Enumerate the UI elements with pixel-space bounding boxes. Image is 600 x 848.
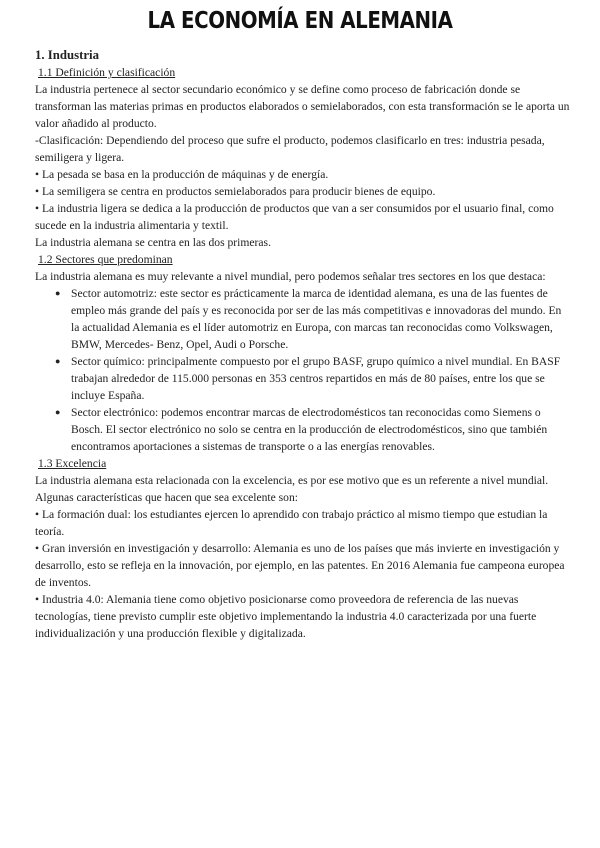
- classification-paragraph: -Clasificación: Dependiendo del proceso que sufre el producto, podemos clasificarlo en tres: industria pesada, semiligera y ligera.: [35, 134, 545, 164]
- classification-item: • La semiligera se centra en productos semielaborados para producir bienes de equipo.: [35, 185, 436, 198]
- excelencia-item: • La formación dual: los estudiantes ejercen lo aprendido con trabajo práctico al mismo tiempo que estudian la teoría.: [35, 508, 548, 538]
- subsection-heading-definicion: 1.1 Definición y clasificación: [38, 66, 176, 79]
- sector-item-quimico: ● Sector químico: principalmente compuesto por el grupo BASF, grupo químico a nivel mundial. En BASF trabajan alrededor de 115.000 personas en 353 centros repartidos en más de 80 países, entre los que se incluye España.: [55, 353, 570, 404]
- excelencia-item: • Industria 4.0: Alemania tiene como objetivo posicionarse como proveedora de referencia de las nuevas tecnologías, tiene previsto cumplir este objetivo implementando la industria 4.0 caracterizada por una fuerte individualización y una producción flexible y digitalizada.: [35, 593, 537, 640]
- sectors-list: [35, 285, 570, 455]
- excelencia-item: • Gran inversión en investigación y desarrollo: Alemania es uno de los países que más invierte en investigación y desarrollo, esto se refleja en la innovación, por ejemplo, en las patentes. En 2016 Alemania fue campeona europea de inventos.: [35, 542, 565, 589]
- section-heading-industria: 1. Industria: [35, 48, 100, 62]
- sector-item-electronico: ● Sector electrónico: podemos encontrar marcas de electrodomésticos tan reconocidas como Siemens o Bosch. El sector electrónico no solo se centra en la producción de electrodomésticos, sino que también encontramos aportaciones a sistemas de transporte o a las energías renovables.: [55, 404, 570, 455]
- classification-item: • La industria ligera se dedica a la producción de productos que van a ser consumidos por el usuario final, como sucede en la industria alimentaria y textil.: [35, 202, 554, 232]
- definition-paragraph: La industria pertenece al sector secundario económico y se define como proceso de fabricación donde se transforman las materias primas en productos elaborados o semielaborados, con esta transformación se le aporta un valor añadido al producto.: [35, 83, 570, 130]
- sectores-intro: La industria alemana es muy relevante a nivel mundial, pero podemos señalar tres sectores en los que destaca:: [35, 270, 546, 283]
- sector-item-automotriz: ● Sector automotriz: este sector es prácticamente la marca de identidad alemana, es una de las fuentes de empleo más grande del país y es reconocida por ser de las más competitivas e innovadoras del mundo. En la actualidad Alemania es el líder automotriz en Europa, con marcas tan reconocidas como Volkswagen, BMW, Mercedes- Benz, Opel, Audi o Porsche.: [55, 285, 570, 353]
- classification-closing: La industria alemana se centra en las dos primeras.: [35, 236, 271, 249]
- page-title: LA ECONOMÍA EN ALEMANIA: [147, 8, 453, 34]
- excelencia-intro: La industria alemana esta relacionada con la excelencia, es por ese motivo que es un referente a nivel mundial. Algunas características que hacen que sea excelente son:: [35, 474, 549, 504]
- subsection-heading-sectores: 1.2 Sectores que predominan: [38, 253, 173, 266]
- classification-item: • La pesada se basa en la producción de máquinas y de energía.: [35, 168, 329, 181]
- subsection-heading-excelencia: 1.3 Excelencia: [38, 457, 107, 470]
- document-body: [35, 47, 570, 642]
